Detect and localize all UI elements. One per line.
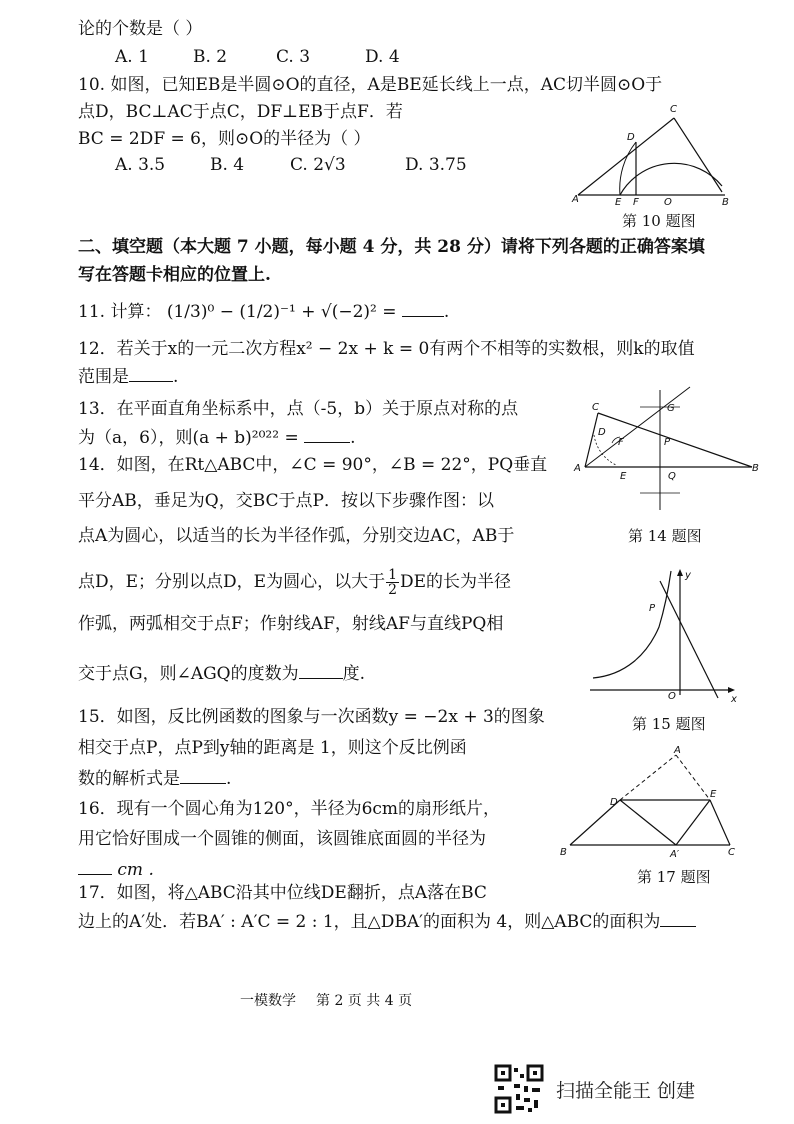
fig17-label-e: E	[710, 789, 717, 800]
q9-option-c: C. 3	[276, 47, 311, 67]
fig17-label-c: C	[728, 847, 735, 858]
q10-line2: 点D，BC⊥AC于点C，DF⊥EB于点F．若	[78, 102, 403, 122]
fig10-label-a: A	[572, 194, 579, 205]
q16-answer-blank	[78, 858, 112, 875]
q17-answer-blank	[660, 910, 696, 927]
q12-answer-blank	[129, 365, 173, 382]
q12-line1: 12．若关于x的一元二次方程x² − 2x + k = 0有两个不相等的实数根，则k的取值	[78, 339, 695, 359]
q17-line1: 17．如图，将△ABC沿其中位线DE翻折，点A落在BC	[78, 883, 487, 903]
fig14-label-f: F	[618, 437, 624, 448]
q9-option-b: B. 2	[193, 47, 228, 67]
q11-expr-b: (1/2)⁻¹	[239, 302, 296, 322]
fig14-label-p: P	[664, 437, 671, 448]
q9-tail: 论的个数是（ ）	[78, 19, 203, 39]
fig15-label-o: O	[668, 691, 676, 702]
q11-expr-a: (1/3)⁰	[166, 302, 215, 322]
q14-answer-blank	[299, 662, 343, 679]
qr-code-icon	[494, 1064, 544, 1114]
fig17-label-b: B	[560, 847, 567, 858]
fig14-label-a: A	[574, 463, 581, 474]
q9-option-d: D. 4	[365, 47, 400, 67]
q16-line2: 用它恰好围成一个圆锥的侧面，该圆锥底面圆的半径为	[78, 829, 486, 849]
footer-subject: 一模数学	[240, 993, 296, 1009]
fig14-label-b: B	[752, 463, 759, 474]
q10-line1: 10. 如图，已知EB是半圆⊙O的直径，A是BE延长线上一点，AC切半圆⊙O于	[78, 75, 663, 95]
fig17-label-a-prime: A′	[670, 849, 680, 860]
section2-line2: 写在答题卡相应的位置上.	[78, 265, 271, 285]
fig17-label-d: D	[610, 797, 618, 808]
q10-line3: BC = 2DF = 6，则⊙O的半径为（ ）	[78, 129, 371, 149]
q9-option-a: A. 1	[115, 47, 149, 67]
q13-line1: 13．在平面直角坐标系中，点（-5，b）关于原点对称的点	[78, 399, 519, 419]
figure-10	[570, 100, 745, 210]
fig10-caption: 第 10 题图	[622, 212, 696, 230]
fig14-caption: 第 14 题图	[628, 527, 702, 545]
fig10-label-f: F	[633, 197, 639, 208]
q17-line2: 边上的A′处．若BA′ : A′C = 2 : 1，且△DBA′的面积为 4，则△ABC的面积为	[78, 910, 696, 933]
q10-option-b: B. 4	[210, 155, 245, 175]
fig15-label-p: P	[649, 603, 656, 614]
q16-line1: 16．现有一个圆心角为120°，半径为6cm的扇形纸片，	[78, 799, 501, 819]
q14-line6: 交于点G，则∠AGQ的度数为 度.	[78, 664, 366, 684]
fig14-label-g: G	[667, 403, 675, 414]
fig10-label-d: D	[627, 132, 635, 143]
q15-answer-blank	[180, 767, 226, 784]
q10-option-a: A. 3.5	[115, 155, 166, 175]
q14-line4: 点D，E；分别以点D，E为圆心，以大于 $\frac{1}{2}$ DE的长为半径	[78, 567, 512, 598]
fig14-label-c: C	[592, 402, 599, 413]
q12-line2: 范围是 .	[78, 367, 179, 387]
q14-line1: 14．如图，在Rt△ABC中，∠C = 90°，∠B = 22°，PQ垂直	[78, 455, 548, 475]
fig14-label-e: E	[620, 471, 627, 482]
q15-line3: 数的解析式是 .	[78, 769, 232, 789]
q10-option-c: C. 2√3	[290, 155, 346, 175]
fig15-caption: 第 15 题图	[632, 715, 706, 733]
footer-page: 第 2 页 共 4 页	[316, 993, 413, 1009]
figure-15	[585, 565, 745, 705]
q14-line2: 平分AB，垂足为Q，交BC于点P．按以下步骤作图：以	[78, 491, 494, 511]
q11-line: 11. 计算： (1/3)⁰ − (1/2)⁻¹ + √(−2)² = .	[78, 302, 450, 322]
q10-option-d: D. 3.75	[405, 155, 467, 175]
q11-expr-c: √(−2)²	[320, 302, 377, 322]
q15-line1: 15．如图，反比例函数的图象与一次函数y = −2x + 3的图象	[78, 707, 545, 727]
section2-line1: 二、填空题（本大题 7 小题，每小题 4 分，共 28 分）请将下列各题的正确答案填	[78, 237, 705, 257]
figure-17	[560, 745, 750, 860]
fig10-label-e: E	[615, 197, 622, 208]
q13-line2: 为（a，6），则(a + b)²⁰²² = .	[78, 428, 356, 448]
fig14-label-q: Q	[668, 471, 676, 482]
page-footer	[240, 990, 412, 1010]
watermark-text: 扫描全能王 创建	[556, 1080, 696, 1102]
fig14-label-d: D	[598, 427, 606, 438]
fig17-label-a: A	[674, 745, 681, 756]
fig15-label-x: x	[731, 694, 737, 705]
q14-fraction: $\frac{1}{2}$	[388, 567, 398, 598]
figure-14	[574, 385, 760, 520]
fig10-label-o: O	[664, 197, 672, 208]
fig10-label-b: B	[722, 197, 729, 208]
fig10-label-c: C	[670, 104, 677, 115]
fig17-caption: 第 17 题图	[637, 868, 711, 886]
q16-line3: cm .	[78, 858, 154, 881]
q14-line5: 作弧，两弧相交于点F；作射线AF，射线AF与直线PQ相	[78, 614, 504, 634]
q15-line2: 相交于点P，点P到y轴的距离是 1，则这个反比例函	[78, 738, 467, 758]
fig15-label-y: y	[685, 570, 691, 581]
q13-answer-blank	[304, 426, 350, 443]
q11-answer-blank	[402, 300, 444, 317]
q14-line3: 点A为圆心，以适当的长为半径作弧，分别交边AC，AB于	[78, 526, 515, 546]
